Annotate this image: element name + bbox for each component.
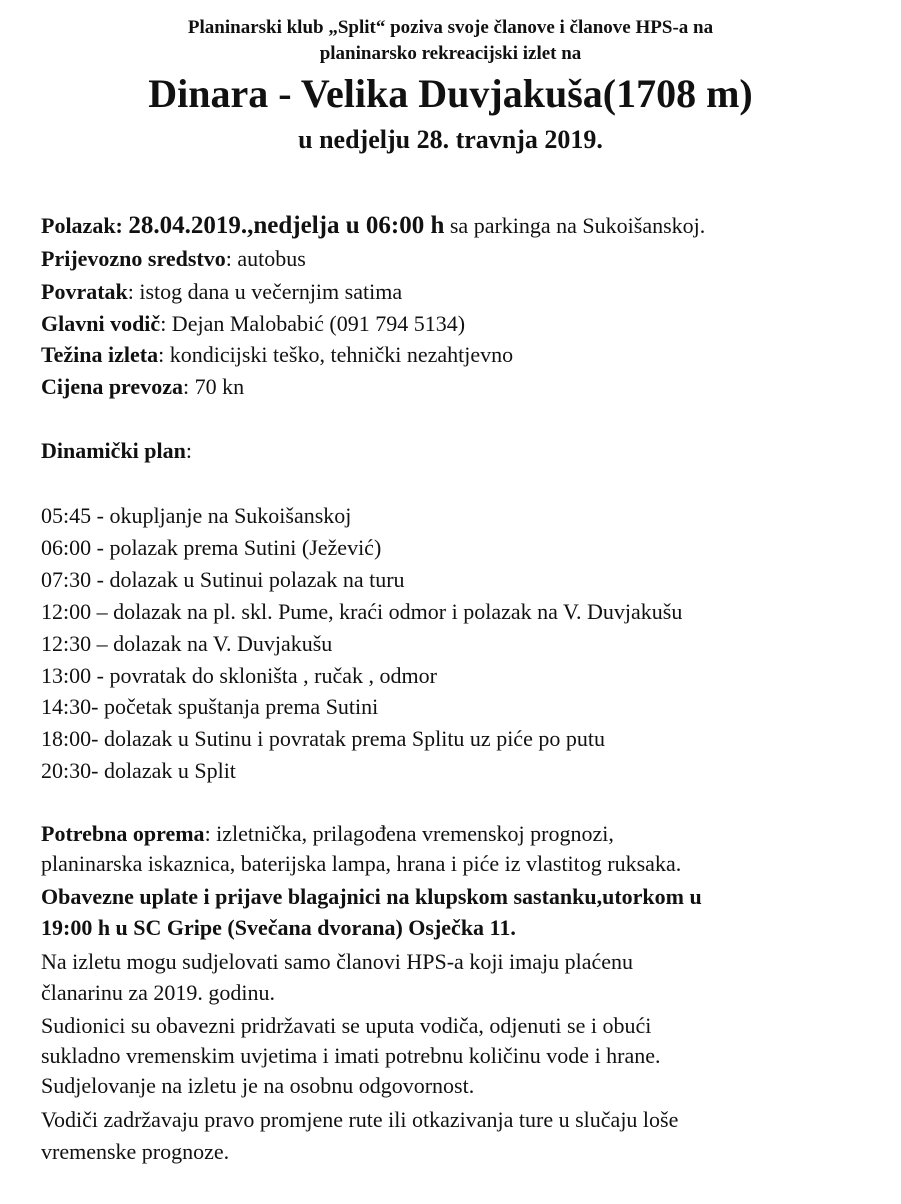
- price-line: [41, 372, 244, 402]
- return-label: Povratak: [41, 279, 128, 304]
- plan-item: 14:30- početak spuštanja prema Sutini: [41, 694, 379, 719]
- plan-heading: [41, 436, 192, 466]
- page-title: Dinara - Velika Duvjakuša(1708 m): [148, 71, 753, 116]
- difficulty-line: [41, 340, 513, 370]
- plan-label: Dinamički plan: [41, 438, 186, 463]
- departure-label: Polazak:: [41, 213, 123, 238]
- transport-line: [41, 244, 306, 274]
- difficulty-value: : kondicijski teško, tehnički nezahtjevno: [158, 342, 514, 367]
- transport-label: Prijevozno sredstvo: [41, 246, 226, 271]
- intro-line-2: planinarsko rekreacijski izlet na: [319, 43, 582, 64]
- participants-line-1: Sudionici su obavezni pridržavati se uputa vodiča, odjenuti se i obući: [41, 1013, 652, 1038]
- members-line-1: Na izletu mogu sudjelovati samo članovi HPS-a koji imaju plaćenu: [41, 949, 634, 974]
- plan-item: 06:00 - polazak prema Sutini (Ježević): [41, 535, 382, 560]
- plan-item: 13:00 - povratak do skloništa , ručak , odmor: [41, 663, 437, 688]
- price-label: Cijena prevoza: [41, 374, 183, 399]
- departure-place: sa parkinga na Sukoišanskoj.: [449, 213, 706, 238]
- price-value: : 70 kn: [182, 374, 245, 399]
- responsibility-note: Sudjelovanje na izletu je na osobnu odgovornost.: [41, 1073, 475, 1098]
- equipment-label: Potrebna oprema: [41, 821, 205, 846]
- return-line: [41, 277, 402, 307]
- event-date: u nedjelju 28. travnja 2019.: [298, 125, 603, 154]
- plan-colon: :: [185, 438, 192, 463]
- payment-line-2: 19:00 h u SC Gripe (Svečana dvorana) Osječka 11.: [41, 915, 516, 940]
- plan-item: 05:45 - okupljanje na Sukoišanskoj: [41, 503, 352, 528]
- participants-line-2: sukladno vremenskim uvjetima i imati potrebnu količinu vode i hrane.: [41, 1043, 661, 1068]
- equipment-value: : izletnička, prilagođena vremenskoj prognozi,: [204, 821, 614, 846]
- plan-item: 12:00 – dolazak na pl. skl. Pume, kraći odmor i polazak na V. Duvjakušu: [41, 599, 683, 624]
- guide-value: : Dejan Malobabić (091 794 5134): [160, 311, 466, 336]
- plan-item: 20:30- dolazak u Split: [41, 758, 236, 783]
- departure-line: [41, 211, 705, 241]
- transport-value: : autobus: [225, 246, 306, 271]
- members-line-2: članarinu za 2019. godinu.: [41, 980, 275, 1005]
- guide-label: Glavni vodič: [41, 311, 161, 336]
- guides-line-1: Vodiči zadržavaju pravo promjene rute ili otkazivanja ture u slučaju loše: [41, 1107, 679, 1132]
- payment-line-1: Obavezne uplate i prijave blagajnici na klupskom sastanku,utorkom u: [41, 884, 702, 909]
- plan-item: 07:30 - dolazak u Sutinui polazak na turu: [41, 567, 405, 592]
- guides-line-2: vremenske prognoze.: [41, 1139, 230, 1164]
- guide-line: [41, 309, 465, 339]
- equipment-line-1: [41, 819, 614, 849]
- difficulty-label: Težina izleta: [41, 342, 159, 367]
- plan-item: 12:30 – dolazak na V. Duvjakušu: [41, 631, 333, 656]
- return-value: : istog dana u večernjim satima: [127, 279, 403, 304]
- equipment-line-2: planinarska iskaznica, baterijska lampa, hrana i piće iz vlastitog ruksaka.: [41, 851, 682, 876]
- plan-item: 18:00- dolazak u Sutinu i povratak prema Splitu uz piće po putu: [41, 726, 605, 751]
- departure-when: 28.04.2019.,nedjelja u 06:00 h: [128, 212, 445, 239]
- intro-line-1: Planinarski klub „Split“ poziva svoje članove i članove HPS-a na: [187, 17, 714, 38]
